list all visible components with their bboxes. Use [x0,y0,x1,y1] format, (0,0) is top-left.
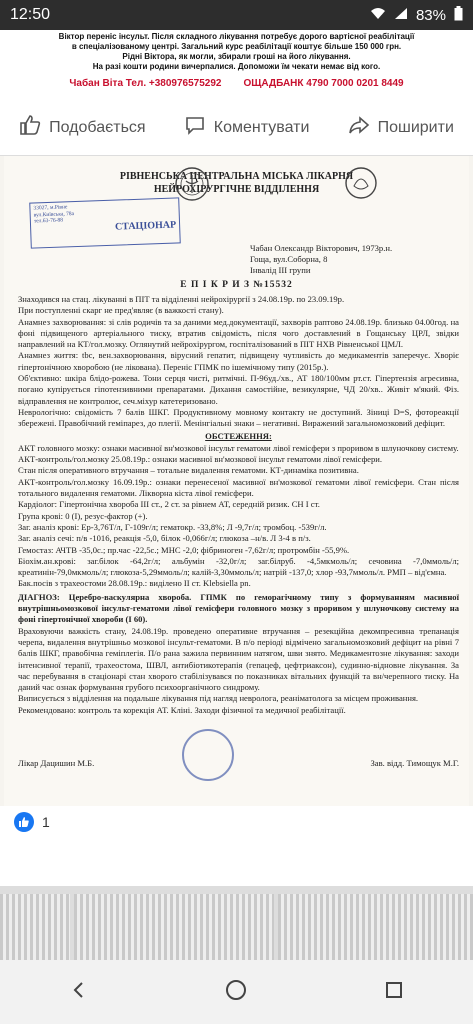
exam-line: АКТ головного мозку: ознаки масивної вн'мозкової інсульт гематоми лівої гемісфери з проривом в шлуночкову систему. [18,442,459,453]
status-bar [0,0,473,30]
banner-urgent-text [0,30,473,72]
patient-info [250,243,392,276]
stamp-line: тел.63-76-88 [33,217,64,225]
department-emblem-icon [344,166,378,200]
home-button[interactable] [216,972,256,1012]
recents-button[interactable] [374,972,414,1012]
comment-label: Коментувати [213,118,310,136]
fundraising-banner [0,30,473,100]
round-seal [182,729,234,781]
banner-line: На разі кошти родини вичерпалися. Допоможи їм чекати немає від кого. [92,62,381,71]
hospital-emblem-icon [174,166,210,202]
exam-line: Бак.посів з трахеостоми 28.08.19р.: виділено II ст. Klebsiella pn. [18,578,251,589]
paragraph: Об'єктивно: шкіра блідо-рожева. Тони серця чисті, ритмічні. П-96уд./хв., АТ 180/100мм рт.ст. Гіпертензія агресивна, погано купірується гіпотензивними препаратами. Дихання самостійне, везикулярне, ЧД 20/хв.. Живіт м'який. Фіз. відправлення не контролює, сеч.міхур катетеризовано. [18,373,459,406]
hospital-name: РІВНЕНСЬКА ЦЕНТРАЛЬНА МІСЬКА ЛІКАРНЯ [119,171,354,182]
like-button[interactable] [19,114,145,141]
like-label: Подобається [49,118,146,136]
paragraph: Анамнез життя: tbc, вен.захворювання, вірусний гепатит, підвищену чутливість до медикаментів заперечує. Хворіє гіпертонічною хворобою (не лікована). Переніс ГПМК по ішемічному типу (2015р.). [18,350,459,372]
signal-icon [394,7,408,24]
head-signature: Зав. відд. Тимощук М.Г. [370,758,459,768]
comment-icon [184,114,206,141]
back-icon [69,980,89,1005]
banner-bank: ОЩАДБАНК 4790 7000 0201 8449 [243,78,404,89]
next-post-preview[interactable] [0,886,473,960]
thumbnail [74,894,274,960]
exam-line: АКТ-контроль/гол.мозку 16.09.19р.: ознаки перенесеної масивної вн'мозкової гематоми лівої гемісфери. Стан після тотального видалення гематоми. Лікворна кіста лівої гемісфери. [18,476,459,499]
post-image-document[interactable] [0,156,473,806]
stamp-line: вул.Київська, 78а [33,210,75,218]
paragraph: При поступленні скарг не пред'являє (в важкості стану). [18,305,224,316]
diagnosis: ДІАГНОЗ: Церебро-васкулярна хвороба. ГПМК по геморагічному типу з формуванням масивної внутрішньомозкової інсульт-гематоми лівої гемісфери головного мозку з проривом у шлуночкову систему на фоні гіпертонічної хвороби (І 60). [18,591,459,625]
likes-count-text: 1 [42,814,50,830]
exam-line: Заг. аналіз крові: Ер-3,76Т/л, Г-109г/л; гематокр. -33,8%; Л -9,7г/л; тромбоц. -539г/л. [18,521,327,532]
stamp-line: 33027, м.Рівне [33,204,68,212]
reactions-summary [0,806,473,886]
paragraph: Знаходився на стац. лікуванні в ПІТ та відділенні нейрохірургії з 24.08.19р. по 23.09.19р. [18,294,345,304]
share-button[interactable] [348,114,454,141]
patient-address: Гоща, вул.Соборна, 8 [250,254,328,264]
system-nav-bar [0,960,473,1024]
like-reaction-icon [14,812,34,832]
paragraph: Неврологічно: свідомість 7 балів ШКГ. Продуктивному мовному контакту не доступний. Зіниці D=S, фотореакції збережені. Правобічний геміпарез, до плегії. Менінгіальні знаки – негативні. Виражений загальномозковий дефіцит. [18,406,459,429]
exam-line: Біохім.ан.крові: заг.білок -64,2г/л; альбумін -32,0г/л; заг.білруб. -4,5мкмоль/л; сечовина -7,0ммоль/л; креатинін-79,0мкмоль/л; глюкоза-5,29ммоль/л; калій-3,30ммоль/л; натрій -137,0; хлор -93,7ммоль/л. РМП – від'ємна. [18,555,459,578]
document-body [18,294,459,716]
patient-disability: Інвалід III групи [250,265,311,275]
treatment-paragraph: Рекомендовано: контроль та корекція АТ. Кліні. Заходи фізичної та медичної реабілітації. [18,704,346,715]
back-button[interactable] [59,972,99,1012]
post-action-bar [0,100,473,156]
exam-line: Група крові: 0 (I), резус-фактор (+). [18,510,148,521]
patient-name: Чабан Олександр Вікторович, 1973р.н. [250,243,393,253]
exam-line: АКТ-контроль/гол.мозку 25.08.19р.: ознаки масивної вн'мозкової інсульт гематоми лівої гемісфери. [18,454,383,465]
paragraph: Анамнез захворювання: зі слів родичів та за даними мед.документації, захворів раптово 24.08.19р. близько 04.00год. на фоні підвищеного артеріального тиску, втратив свідомість, після чого доставлений в Гощанську ЦРЛ, звідки направлений на КТ/гол.мозку. Оглянутий нейрохірургом, госпіталізований в ПІТ НХВ Рівненської ЦМЛ. [18,316,459,350]
share-label: Поширити [377,118,454,136]
home-icon [224,978,248,1007]
exam-line: Кардіолог: Гіпертонічна хвороба III ст., 2 ст. за рівнем АТ, середній ризик. СН І ст. [18,499,320,510]
treatment-paragraph: Виписується з відділення на подальше лікування під нагляд невролога, реаніматолога за місцем проживання. [18,693,419,704]
share-icon [348,114,370,141]
battery-percent: 83% [415,6,446,24]
status-time: 12:50 [10,6,51,23]
hospital-stamp [29,197,181,248]
thumbnail [0,894,70,960]
treatment-paragraph: Враховуючи важкість стану, 24.08.19р. проведено оперативне втручання – резекційна декомпресивна трепанація черепа, видалення внутрішньо мозкової інсульт-гематоми. В п/о періоді відмічено загальномозковий дефіцит на рівні 7 балів ШКГ, правобічна геміплегія. П/о рана зажила первинним натягом, шви знято. Медикаментозне лікування: заходи інтенсивної терапії, трахеостома, ШВЛ, антибіотикотерапія (гепацеф, цефтриаксон), судинно-відновне лікування. За час перебування в стаціонарі стан хворого стабілізувався по показниках вітальних функцій та вн/черепного тиску. На даний час ознак формування грубого психоорганічного синдрому. [18,625,459,693]
comment-button[interactable] [184,114,310,141]
banner-line: Віктор переніс інсульт. Після складного лікування потребує дорого вартісної реабілітації [58,32,415,41]
exam-line: Гемостаз: АЧТВ -35,0с.; пр.час -22,5с.; МНС -2,0; фібриноген -7,62г/л; протромбін -55,9%. [18,544,350,555]
document-title: Е П І К Р И З №15532 [180,280,293,290]
epicrisis-document [4,156,469,806]
doctor-signature: Лікар Дацишин М.Б. [18,758,95,768]
battery-icon [454,6,463,25]
thumbs-up-icon [19,114,41,141]
banner-line: в спеціалізованому центрі. Загальний курс реабілітації коштує більше 150 000 грн. [71,42,402,51]
banner-line: Рідні Віктора, як могли, збирали гроші на його лікування. [122,52,351,61]
exam-line: Заг. аналіз сечі: п/в -1016, реакція -5,0, білок -0,066г/л; глюкоза –н/в. Л 3-4 в п/з. [18,533,311,544]
thumbnail [278,894,473,960]
recents-icon [384,980,404,1005]
signatures [18,758,459,769]
exams-heading: ОБСТЕЖЕННЯ: [205,430,272,441]
department-name: НЕЙРОХІРУРГІЧНЕ ВІДДІЛЕННЯ [153,184,320,195]
banner-contact: Чабан Віта Тел. +380976575292 [69,78,222,89]
like-count[interactable] [14,812,50,832]
stamp-title: СТАЦІОНАР [114,219,177,233]
exam-line: Стан після оперативного втручання – тотальне видалення гематоми. КТ-динаміка позитивна. [18,465,359,476]
wifi-icon [370,7,386,24]
hospital-title [14,170,459,196]
